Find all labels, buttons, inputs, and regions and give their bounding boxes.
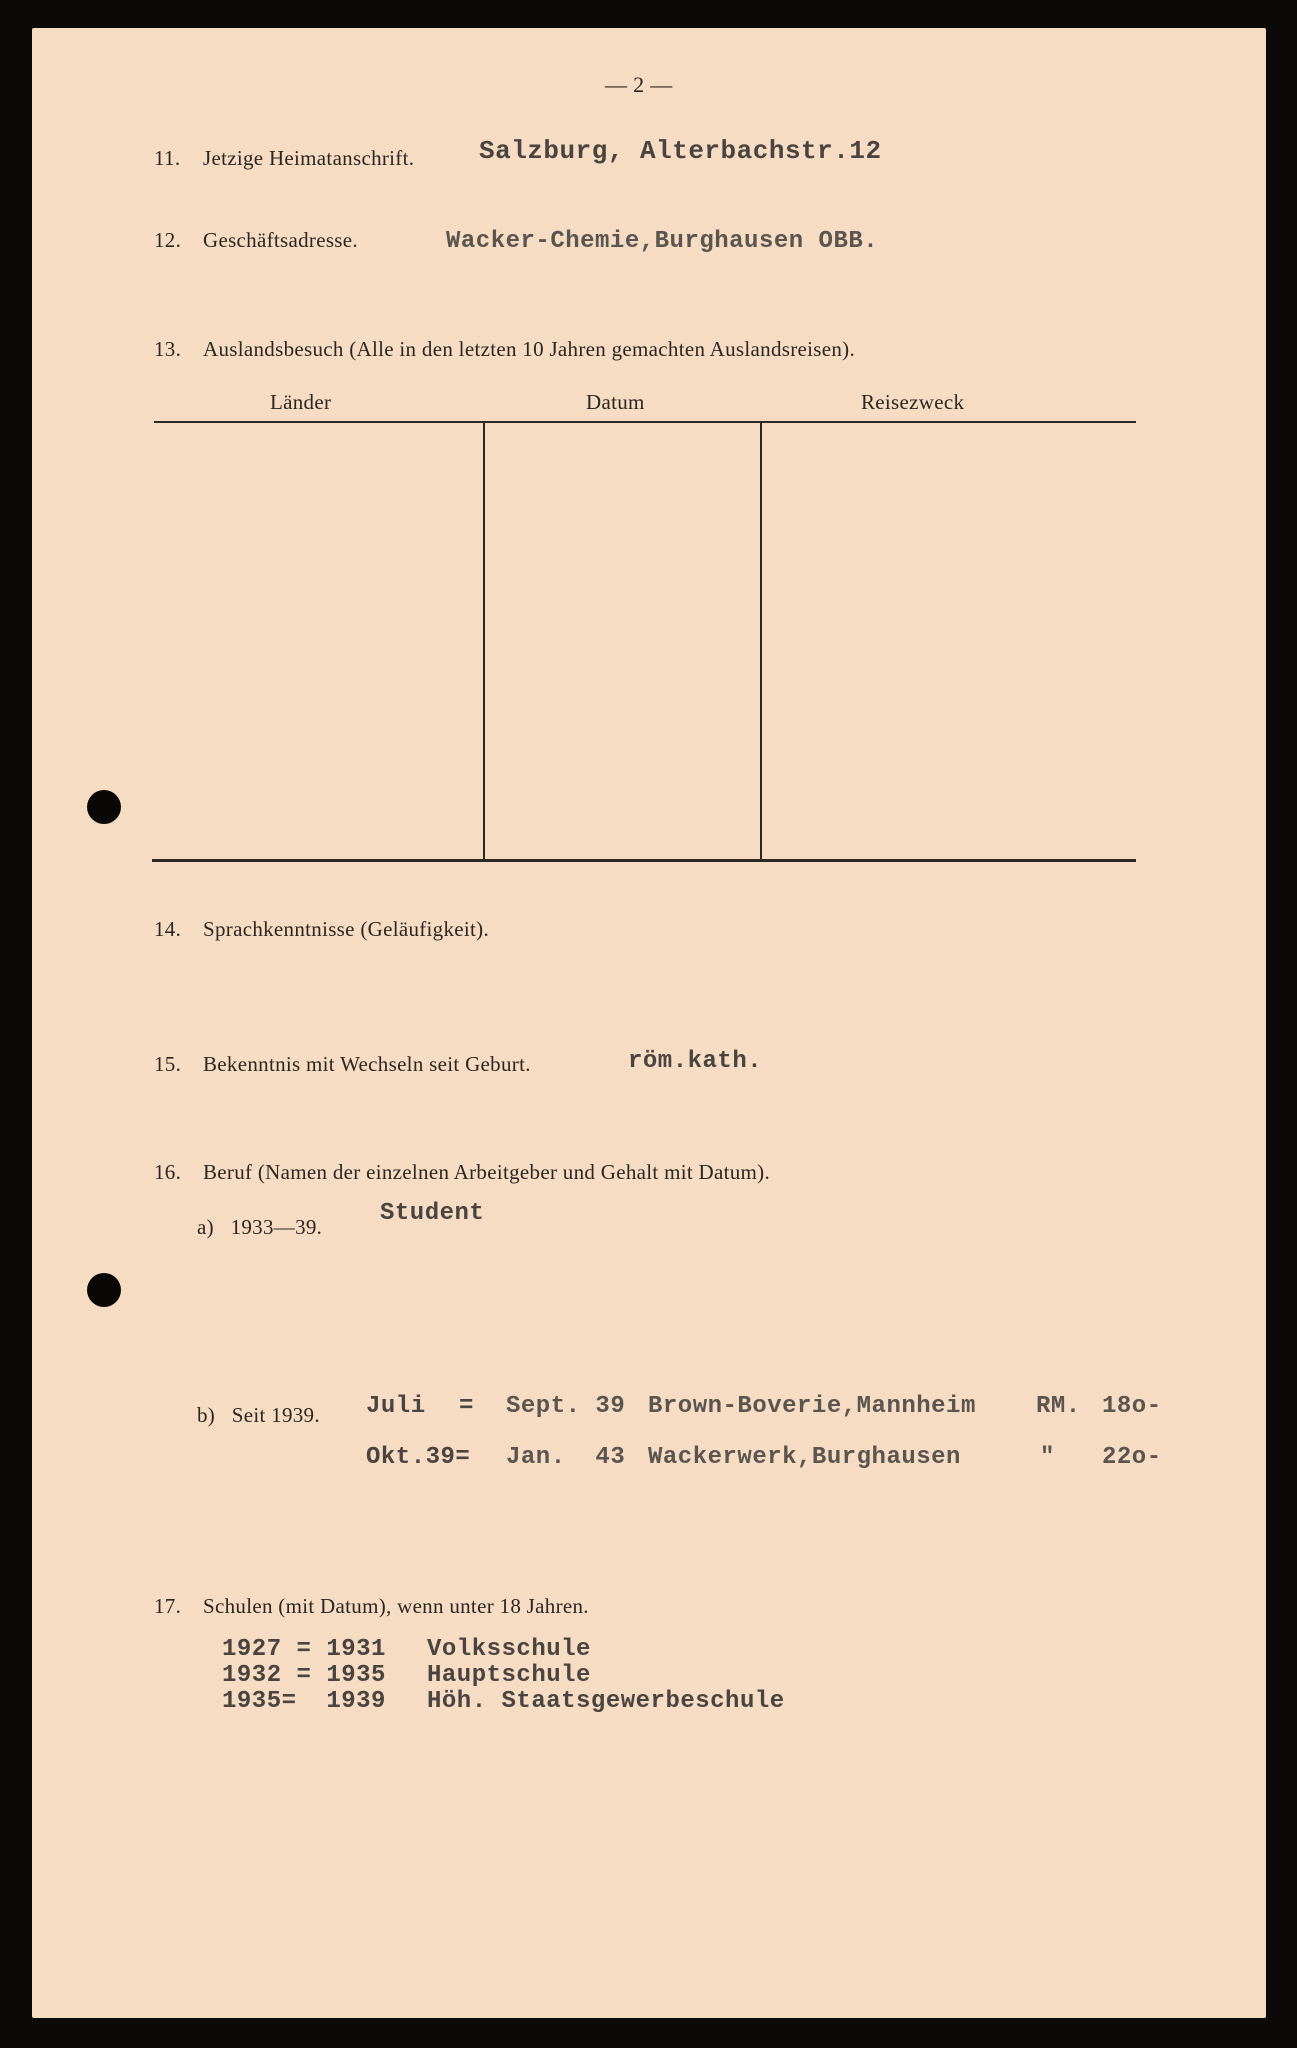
employment-currency: RM.: [1036, 1393, 1081, 1420]
q12-value: Wacker-Chemie,Burghausen OBB.: [446, 228, 879, 255]
q14-label: Sprachkenntnisse (Geläufigkeit).: [203, 917, 490, 941]
q16-b-label: b) Seit 1939.: [197, 1403, 320, 1427]
q15-label: Bekenntnis mit Wechseln seit Geburt.: [203, 1052, 531, 1076]
q15-number: 15.: [154, 1052, 182, 1076]
q15-value: röm.kath.: [628, 1048, 763, 1075]
form-page: [32, 28, 1266, 2018]
q12-label: Geschäftsadresse.: [203, 228, 358, 252]
employment-to: Sept. 39: [506, 1393, 626, 1420]
q17-label: Schulen (mit Datum), wenn unter 18 Jahren.: [203, 1594, 589, 1618]
employment-from: Okt.39=: [366, 1444, 471, 1471]
employment-salary: 22o-: [1102, 1444, 1162, 1471]
q11-label: Jetzige Heimatanschrift.: [203, 146, 415, 170]
q16-a-label: a) 1933—39.: [197, 1215, 323, 1239]
q16-label: Beruf (Namen der einzelnen Arbeitgeber und Gehalt mit Datum).: [203, 1160, 771, 1184]
punch-hole-lower: [87, 1273, 121, 1307]
school-name: Hauptschule: [427, 1662, 591, 1689]
school-name: Volksschule: [427, 1636, 591, 1663]
q17-number: 17.: [154, 1594, 182, 1618]
punch-hole-upper: [87, 790, 121, 824]
q13-number: 13.: [154, 337, 182, 361]
q14-number: 14.: [154, 917, 182, 941]
table-divider-2: [760, 423, 762, 860]
table-header-reisezweck: Reisezweck: [861, 390, 965, 414]
table-header-laender: Länder: [270, 390, 332, 414]
employment-salary: 18o-: [1102, 1393, 1162, 1420]
table-header-datum: Datum: [586, 390, 645, 414]
employment-currency: ": [1040, 1444, 1055, 1471]
school-dates: 1932 = 1935: [222, 1662, 386, 1689]
q16-number: 16.: [154, 1160, 182, 1184]
q11-value: Salzburg, Alterbachstr.12: [479, 136, 882, 166]
school-dates: 1927 = 1931: [222, 1636, 386, 1663]
table-top-rule: [154, 421, 1136, 423]
employment-from: Juli: [366, 1393, 426, 1420]
employment-employer: Wackerwerk,Burghausen: [648, 1444, 961, 1471]
q16-a-value: Student: [380, 1200, 485, 1227]
q13-label: Auslandsbesuch (Alle in den letzten 10 Jahren gemachten Auslandsreisen).: [203, 337, 855, 361]
school-name: Höh. Staatsgewerbeschule: [427, 1688, 785, 1715]
q12-number: 12.: [154, 228, 182, 252]
table-divider-1: [483, 423, 485, 860]
employment-sep: =: [459, 1393, 474, 1420]
page-number: — 2 —: [605, 72, 673, 97]
table-bottom-rule: [152, 859, 1136, 862]
q11-number: 11.: [154, 146, 181, 170]
employment-employer: Brown-Boverie,Mannheim: [648, 1393, 976, 1420]
school-dates: 1935= 1939: [222, 1688, 386, 1715]
employment-to: Jan. 43: [506, 1444, 626, 1471]
